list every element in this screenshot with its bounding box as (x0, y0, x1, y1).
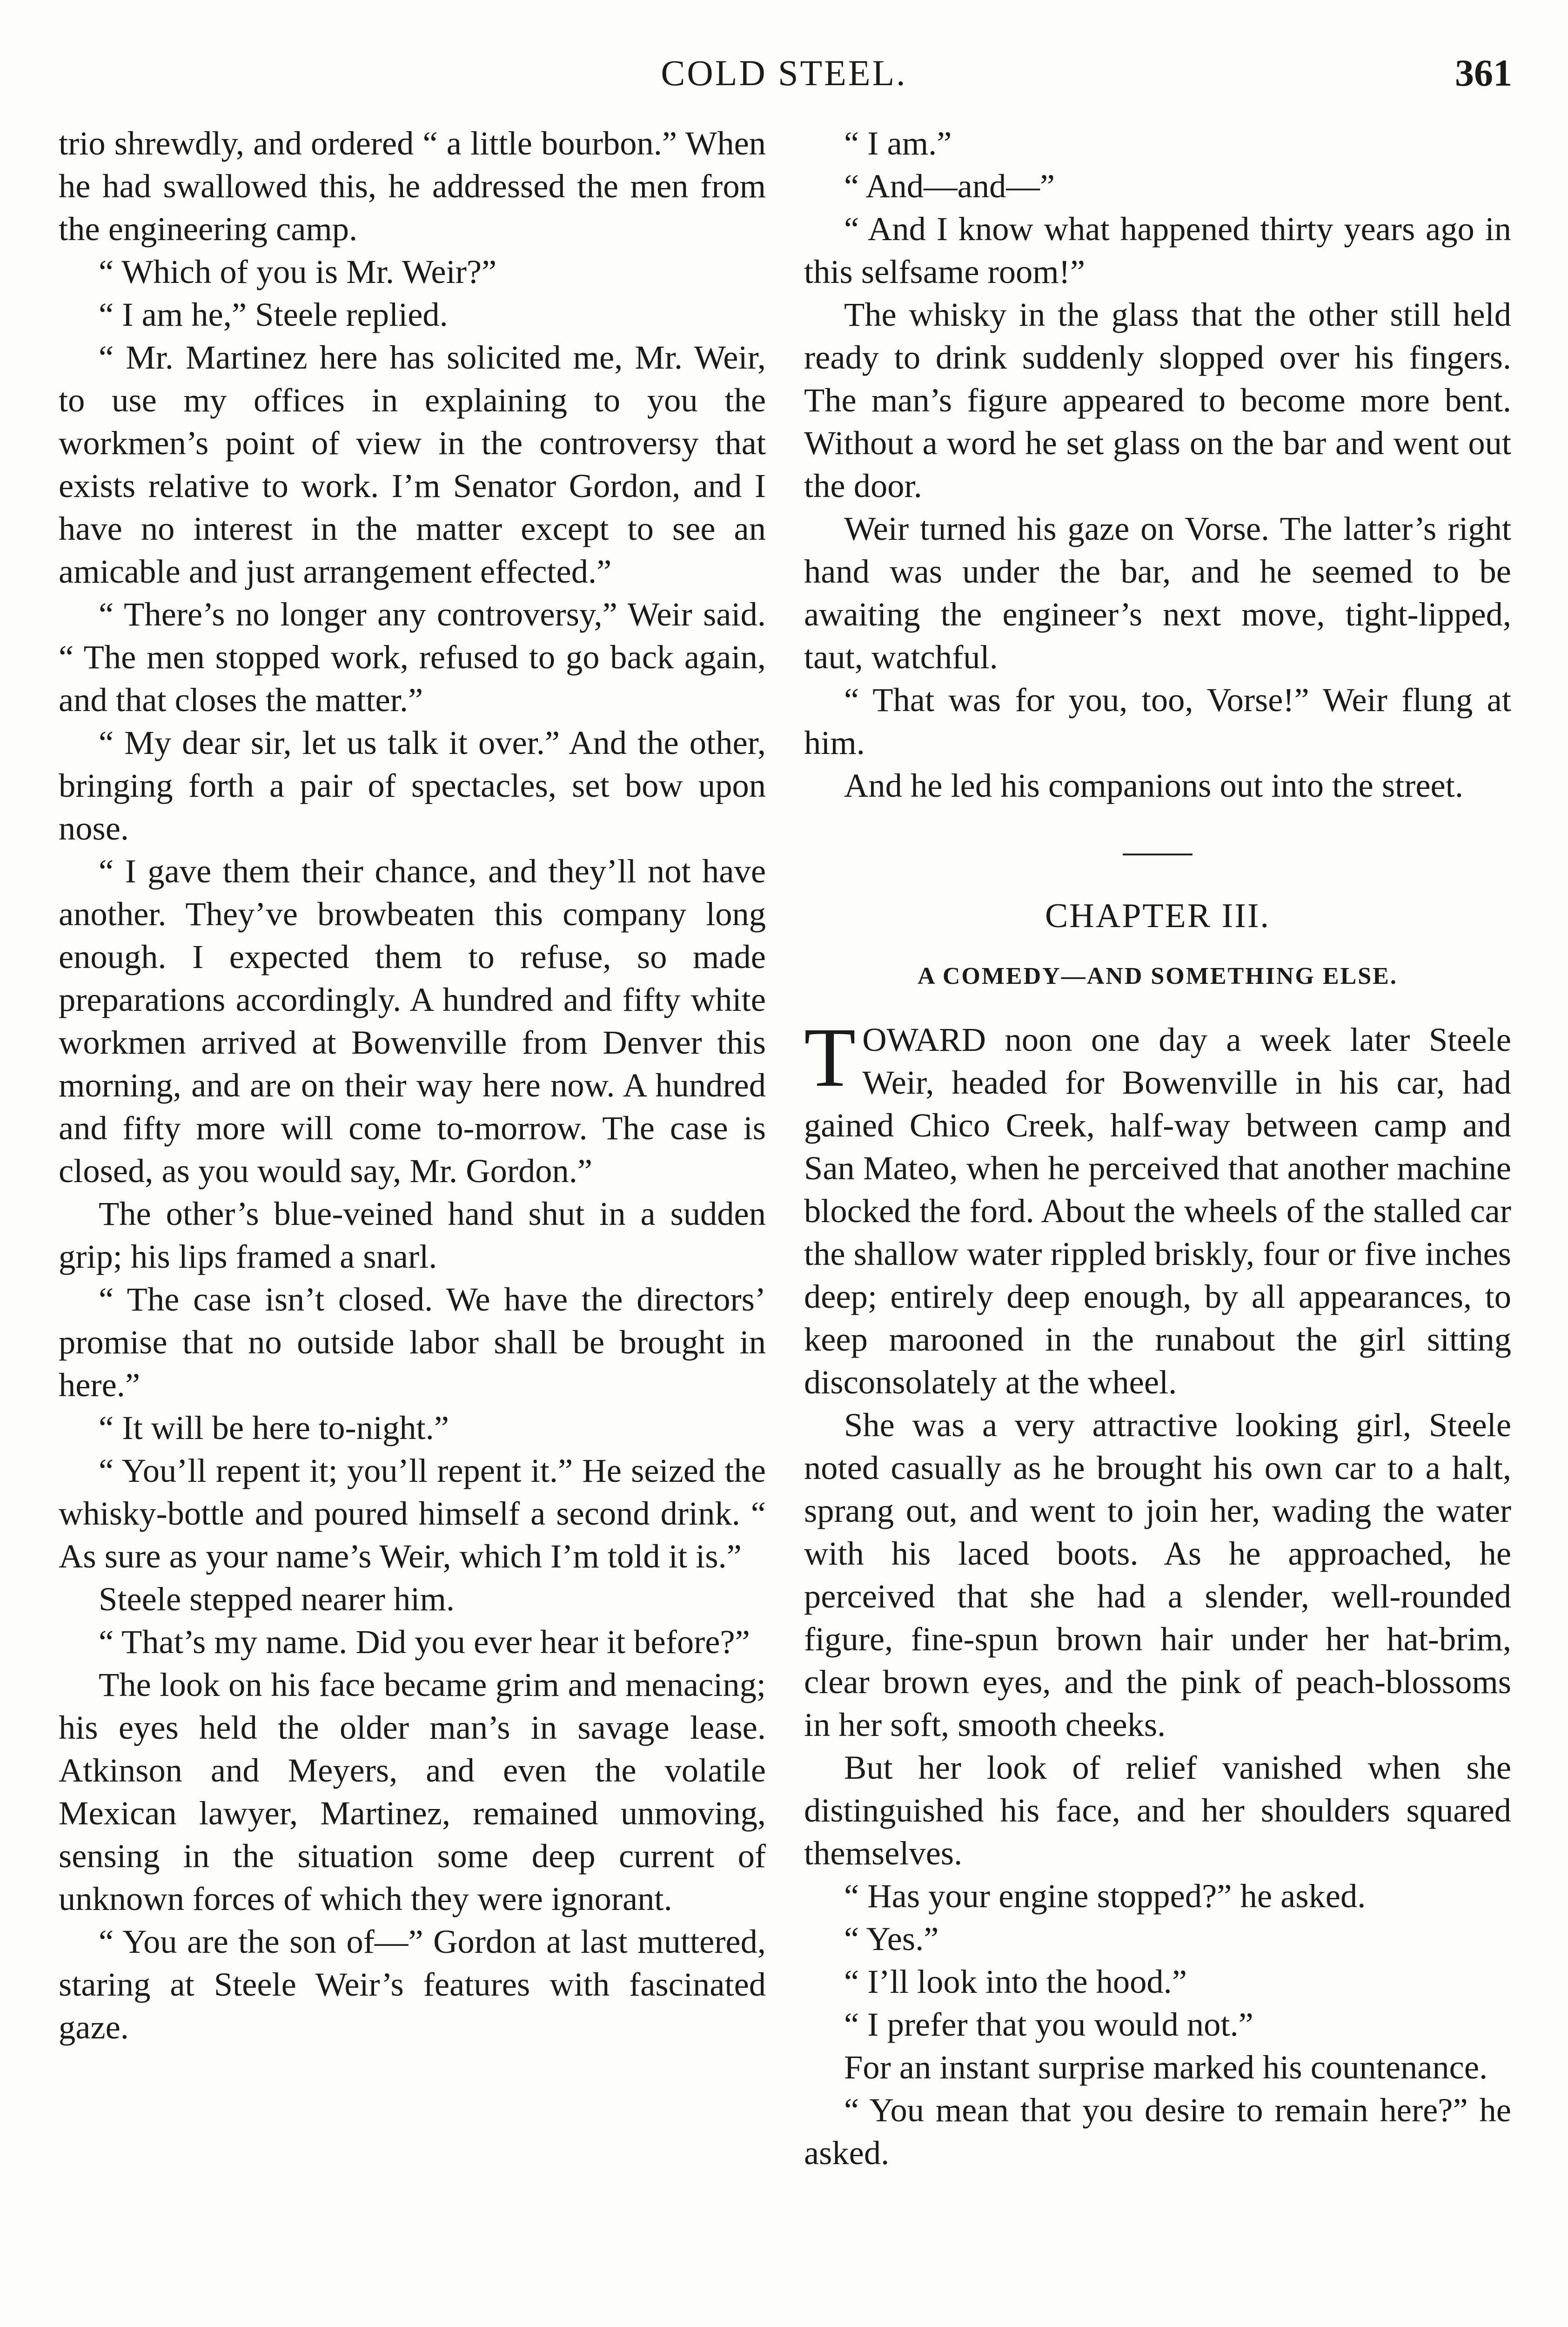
paragraph: “ There’s no longer any controversy,” Weir said. “ The men stopped work, refused to go back again, and that closes the matter.” (59, 595, 766, 719)
paragraph: “ I’ll look into the hood.” (844, 1963, 1187, 2000)
paragraph: “ It will be here to-night.” (99, 1409, 449, 1446)
paragraph: The look on his face became grim and menacing; his eyes held the older man’s in savage lease. Atkinson and Meyers, and even the volatile Mexican lawyer, Martinez, remained unmoving, sensing in the situation some deep current of unknown forces of which they were ignorant. (59, 1666, 766, 1917)
paragraph: And he led his companions out into the street. (844, 767, 1463, 804)
paragraph: “ You mean that you desire to remain here?” he asked. (804, 2091, 1511, 2172)
paragraph: “ And—and—” (844, 167, 1055, 205)
paragraph: The whisky in the glass that the other still held ready to drink suddenly slopped over his fingers. The man’s figure appeared to become more bent. Without a word he set glass on the bar and went out the door. (804, 296, 1511, 504)
right-column (804, 122, 1511, 2174)
paragraph: trio shrewdly, and ordered “ a little bourbon.” When he had swallowed this, he addressed the men from the engineering camp. (59, 124, 766, 248)
paragraph: Weir turned his gaze on Vorse. The latter’s right hand was under the bar, and he seemed to be awaiting the engineer’s next move, tight-lipped, taut, watchful. (804, 510, 1511, 676)
chapter-opening-paragraph (804, 1011, 1511, 1404)
paragraph: The other’s blue-veined hand shut in a sudden grip; his lips framed a snarl. (59, 1195, 766, 1275)
paragraph: “ I gave them their chance, and they’ll not have another. They’ve browbeaten this company long enough. I expected them to refuse, so made preparations accordingly. A hundred and fifty white workmen arrived at Bowenville from Denver this morning, and are on their way here now. A hundred and fifty more will come to-morrow. The case is closed, as you would say, Mr. Gordon.” (59, 852, 766, 1190)
paragraph: “ Mr. Martinez here has solicited me, Mr. Weir, to use my offices in explaining to you the workmen’s point of view in the controversy that exists relative to work. I’m Senator Gordon, and I have no interest in the matter except to see an amicable and just arrangement effected.” (59, 338, 766, 590)
paragraph: “ I am.” (844, 124, 952, 162)
paragraph: “ That was for you, too, Vorse!” Weir flung at him. (804, 681, 1511, 761)
running-head (56, 43, 1512, 94)
right-column-text-before-chapter (804, 122, 1511, 807)
paragraph: But her look of relief vanished when she distinguished his face, and her shoulders squared themselves. (804, 1749, 1511, 1872)
chapter-subtitle: A COMEDY—AND SOMETHING ELSE. (918, 963, 1398, 989)
right-column-text-after-chapter (804, 1404, 1511, 2174)
section-divider-rule (1123, 854, 1193, 855)
paragraph: “ My dear sir, let us talk it over.” And the other, bringing forth a pair of spectacles, set bow upon nose. (59, 724, 766, 847)
paragraph: She was a very attractive looking girl, Steele noted casually as he brought his own car to a halt, sprang out, and went to join her, wading the water with his laced boots. As he approached, he perceived that she had a slender, well-rounded figure, fine-spun brown hair under her hat-brim, clear brown eyes, and the pink of peach-blossoms in her soft, smooth cheeks. (804, 1406, 1511, 1743)
paragraph: “ And I know what happened thirty years ago in this selfsame room!” (804, 210, 1511, 290)
paragraph: Steele stepped nearer him. (99, 1580, 455, 1618)
chapter-opening-text: OWARD noon one day a week later Steele Weir, headed for Bowenville in his car, had gained Chico Creek, half-way between camp and San Mateo, when he perceived that another machine blocked the ford. About the wheels of the stalled car the shallow water rippled briskly, four or five inches deep; entirely deep enough, by all appearances, to keep marooned in the runabout the girl sitting disconsolately at the wheel. (804, 1021, 1511, 1401)
drop-cap: T (804, 1011, 856, 1104)
paragraph: “ Has your engine stopped?” he asked. (844, 1877, 1366, 1915)
paragraph: “ You are the son of—” Gordon at last muttered, staring at Steele Weir’s features with fascinated gaze. (59, 1923, 766, 2046)
running-title: COLD STEEL. (661, 53, 907, 93)
paragraph: “ You’ll repent it; you’ll repent it.” He seized the whisky-bottle and poured himself a second drink. “ As sure as your name’s Weir, which I’m told it is.” (59, 1452, 766, 1575)
chapter-heading: CHAPTER III. (1045, 897, 1271, 935)
paragraph: “ Yes.” (844, 1920, 939, 1957)
paragraph: For an instant surprise marked his countenance. (844, 2048, 1488, 2086)
page-number: 361 (1455, 52, 1512, 94)
paragraph: “ The case isn’t closed. We have the directors’ promise that no outside labor shall be brought in here.” (59, 1280, 766, 1404)
paragraph: “ I am he,” Steele replied. (99, 296, 448, 333)
paragraph: “ Which of you is Mr. Weir?” (99, 253, 497, 290)
paragraph: “ That’s my name. Did you ever hear it before?” (99, 1623, 750, 1661)
paragraph: “ I prefer that you would not.” (844, 2005, 1253, 2043)
left-column (59, 122, 766, 2049)
